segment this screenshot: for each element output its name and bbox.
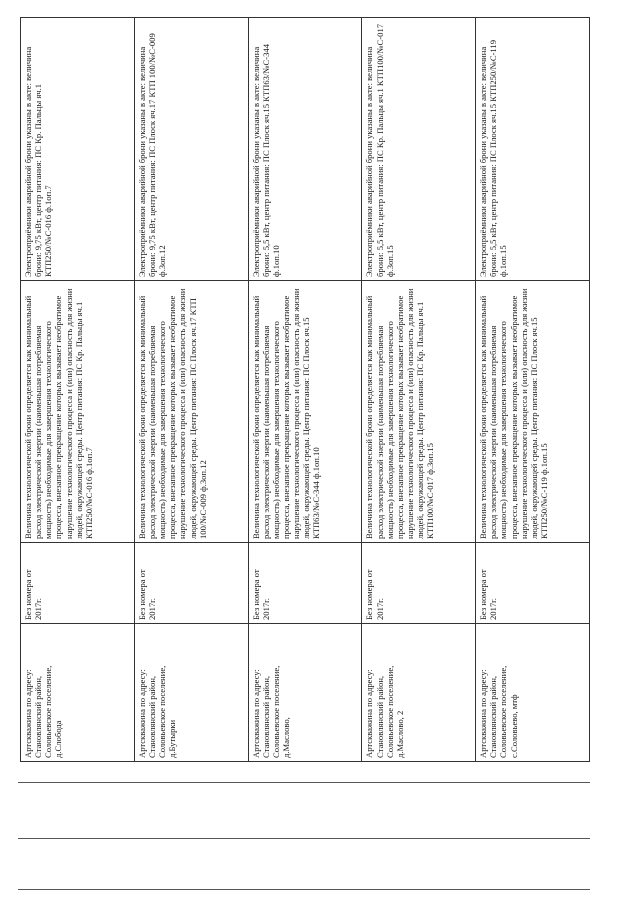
emergency-reserve-cell: Электроприёмники аварийной брони указаны в акте: величина брони: 5,5 кВт, центр питания: ПС Кр. Пальцы яч.1 КТП100/№С-017 ф.3оп.15 [362,18,476,281]
reserve-table [20,17,590,762]
number-cell: Без номера от 2017г. [476,543,590,624]
emergency-reserve-cell: Электроприёмники аварийной брони указаны в акте: величина брони: 5,5 кВт, центр питания: ПС Плоск яч.15 КТП250/№С-119 ф.1оп.15 [476,18,590,281]
address-cell: Артскважина по адресу: Становлянский район, Соловьевское поселение, д.Маслово, [248,624,362,762]
table-row [362,18,476,762]
table-row [134,18,248,762]
ruled-line [18,838,590,839]
address-cell: Артскважина по адресу: Становлянский район, Соловьевское поселение, д.Слобода [21,624,135,762]
emergency-reserve-cell: Электроприёмники аварийной брони указаны в акте: величина брони: 9,75 кВт, центр питания: ПС Кр. Пальцы яч.1 КТП250/№С-016 ф.1оп.7 [21,18,135,281]
number-cell: Без номера от 2017г. [248,543,362,624]
address-cell: Артскважина по адресу: Становлянский район, Соловьевское поселение, д.Маслово, 2 [362,624,476,762]
table-row [21,18,135,762]
tech-reserve-cell: Величина технологической брони определяется как минимальный расход электрической энергии (наименьшая потребляемая мощность) необходимые для завершения технологического процесса, внезапное прекращение которых вызывает необратимое нарушение технологического процесса и (или) опасность для жизни людей, окружающей среды. Центр питания: ПС Кр. Пальцы яч.1 КТП100/№С-017 ф.3оп.15 [362,281,476,543]
tech-reserve-cell: Величина технологической брони определяется как минимальный расход электрической энергии (наименьшая потребляемая мощность) необходимые для завершения технологического процесса, внезапное прекращение которых вызывает необратимое нарушение технологического процесса и (или) опасность для жизни людей, окружающей среды. Центр питания: ПС Плоск яч.15 КТП250/№С-119 ф.1оп.15 [476,281,590,543]
tech-reserve-cell: Величина технологической брони определяется как минимальный расход электрической энергии (наименьшая потребляемая мощность) необходимые для завершения технологического процесса, внезапное прекращение которых вызывает необратимое нарушение технологического процесса и (или) опасность для жизни людей, окружающей среды. Центр питания: ПС Плоск яч.17 КТП 100/№С-009 ф.3оп.12 [134,281,248,543]
address-cell: Артскважина по адресу: Становлянский район, Соловьевское поселение, д.Бутырки [134,624,248,762]
number-cell: Без номера от 2017г. [21,543,135,624]
number-cell: Без номера от 2017г. [362,543,476,624]
number-cell: Без номера от 2017г. [134,543,248,624]
rotated-table-container [20,18,590,762]
emergency-reserve-cell: Электроприёмники аварийной брони указаны в акте: величина брони: 9,75 кВт, центр питания: ПС Плоск яч.17 КТП 100/№С-009 ф.3оп.12 [134,18,248,281]
tech-reserve-cell: Величина технологической брони определяется как минимальный расход электрической энергии (наименьшая потребляемая мощность) необходимые для завершения технологического процесса, внезапное прекращение которых вызывает необратимое нарушение технологического процесса и (или) опасность для жизни людей, окружающей среды. Центр питания: ПС Плоск яч.15 КТП63/№С-344 ф.1оп.10 [248,281,362,543]
table-row [476,18,590,762]
address-cell: Артскважина по адресу: Становлянский район, Соловьевское поселение, с.Соловьево, мтф [476,624,590,762]
ruled-line [18,782,590,783]
emergency-reserve-cell: Электроприёмники аварийной брони указаны в акте: величина брони: 5,5 кВт, центр питания: ПС Плоск яч.15 КТП63/№С-344 ф.1оп.10 [248,18,362,281]
ruled-line [18,889,590,890]
table-row [248,18,362,762]
tech-reserve-cell: Величина технологической брони определяется как минимальный расход электрической энергии (наименьшая потребляемая мощность) необходимые для завершения технологического процесса, внезапное прекращение которых вызывает необратимое нарушение технологического процесса и (или) опасность для жизни людей, окружающей среды. Центр питания: ПС Кр. Пальцы яч.1 КТП250/№С-016 ф.1оп.7 [21,281,135,543]
